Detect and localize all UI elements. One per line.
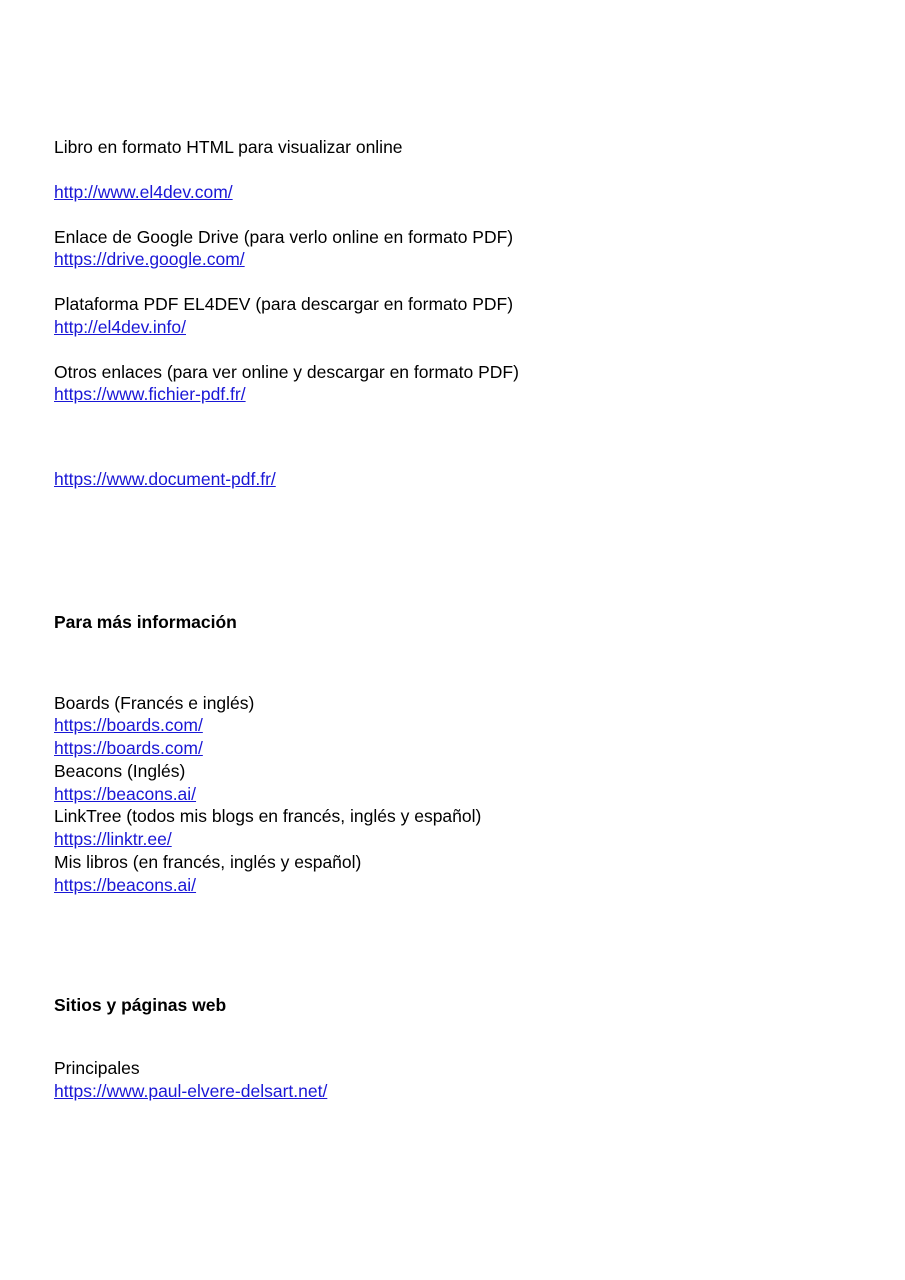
spacer [54,428,851,468]
list-item [54,1080,851,1103]
paragraph-text: Enlace de Google Drive (para verlo online en formato PDF) [54,226,514,247]
link-el4dev-com[interactable]: http://www.el4dev.com/ [54,181,233,202]
link-drive-google-com[interactable]: https://drive.google.com/ [54,249,245,270]
spacer [54,634,851,692]
links-list-sitios-web [54,1057,851,1103]
paragraph-html-format [54,136,851,159]
list-item [54,737,851,760]
heading-sitios-y-paginas-web: Sitios y páginas web [54,995,227,1016]
list-item [54,874,851,897]
link-line [54,248,851,271]
spacer [54,1017,851,1057]
spacer [54,896,851,954]
list-item: LinkTree (todos mis blogs en francés, inglés y español) [54,806,482,827]
link-fichier-pdf-fr[interactable]: https://www.fichier-pdf.fr/ [54,384,246,405]
list-item [54,783,851,806]
links-list-mas-informacion [54,692,851,897]
link-el4dev-info[interactable]: http://el4dev.info/ [54,316,186,337]
paragraph-text: Libro en formato HTML para visualizar online [54,137,403,157]
spacer [54,513,851,571]
list-item: Mis libros (en francés, inglés y español) [54,851,362,872]
list-item: Principales [54,1058,140,1078]
section-mas-informacion [54,611,851,897]
link-beacons-ai-1[interactable]: https://beacons.ai/ [54,783,197,804]
paragraph-block-google-drive [54,226,851,272]
section-sitios-web [54,994,851,1102]
heading-para-mas-informacion: Para más información [54,611,237,632]
spacer [54,954,851,994]
section-formats [54,136,851,491]
link-paul-elvere-delsart-net[interactable]: https://www.paul-elvere-delsart.net/ [54,1080,328,1101]
link-linktr-ee[interactable]: https://linktr.ee/ [54,829,172,849]
link-beacons-ai-2[interactable]: https://beacons.ai/ [54,874,197,895]
link-line [54,316,851,339]
link-document-pdf-fr[interactable]: https://www.document-pdf.fr/ [54,469,276,489]
paragraph-text: Otros enlaces (para ver online y descargar en formato PDF) [54,361,519,382]
list-item: Beacons (Inglés) [54,760,186,781]
link-boards-com-2[interactable]: https://boards.com/ [54,738,203,758]
paragraph-block-plataforma-pdf [54,293,851,339]
list-item [54,828,851,851]
link-line [54,383,851,406]
link-block-document-pdf-fr [54,468,851,491]
list-item: Boards (Francés e inglés) [54,692,255,713]
list-item [54,714,851,737]
link-boards-com-1[interactable]: https://boards.com/ [54,715,203,736]
spacer [54,571,851,611]
paragraph-text: Plataforma PDF EL4DEV (para descargar en formato PDF) [54,294,514,314]
paragraph-block-otros-enlaces [54,361,851,407]
link-block-el4dev-com [54,181,851,204]
